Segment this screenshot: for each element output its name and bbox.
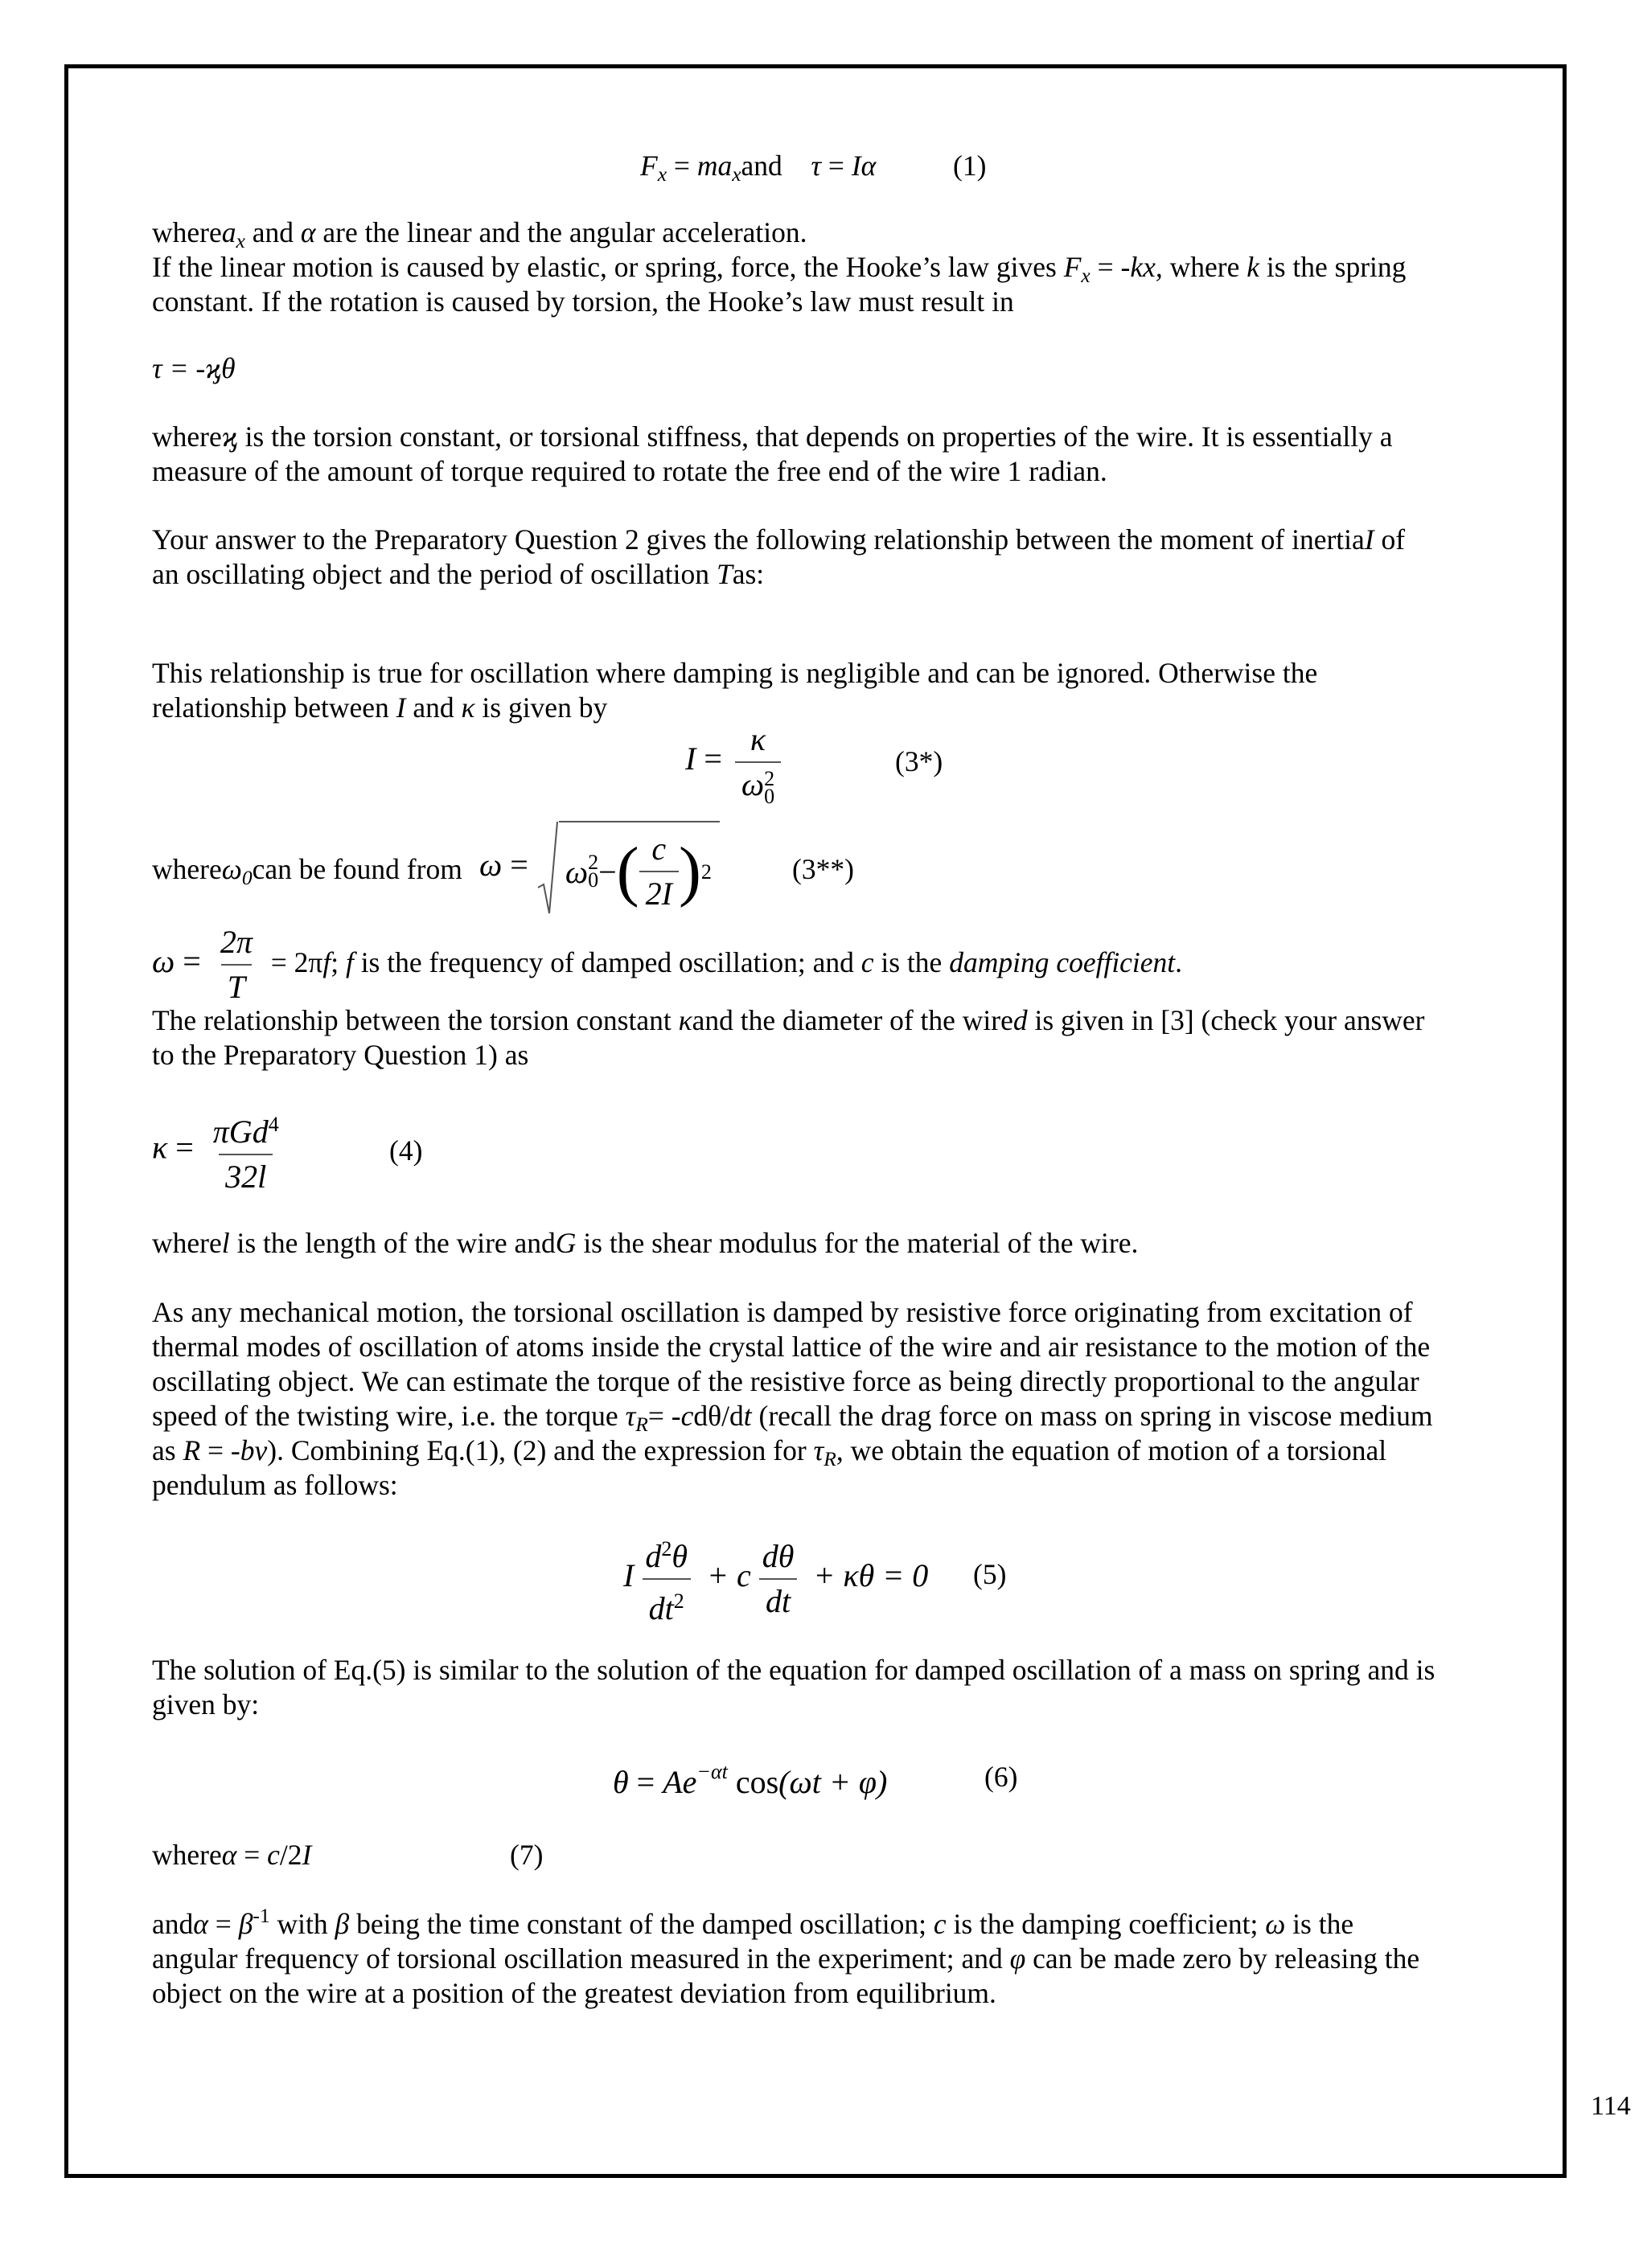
equation-6: $\theta = Ae^{-\alpha t}$ cos(ωt + φ) <box>613 1760 888 1800</box>
equation-1-number: (1) <box>953 150 987 182</box>
equation-4-number: (4) <box>389 1134 423 1167</box>
equation-angular-frequency: ω = $\frac{2\pi}{T}$ = 2πf; f is the frequency of damped oscillation; and c is the damping coefficient. <box>152 921 1182 1009</box>
equation-torsion-hooke: τ = -ϗθ <box>152 352 236 384</box>
equation-7: whereα = c/2I <box>152 1839 312 1871</box>
equation-3-star-number: (3*) <box>895 745 943 777</box>
equation-3-double-star-number: (3**) <box>792 853 854 885</box>
paragraph-damping-relationship: This relationship is true for oscillation where damping is negligible and can be ignored. Otherwise the relationship between I and κ is given by <box>152 657 1318 724</box>
paragraph-preparatory-2: Your answer to the Preparatory Question 2 gives the following relationship between the moment of inertiaI of an oscillating object and the period of oscillation Tas: <box>152 523 1406 590</box>
equation-5: I $\frac{d^2\theta}{dt^2}$ + c $\frac{d\theta}{dt}$ + κθ = 0 <box>623 1528 928 1630</box>
paragraph-accelerations: wherea$_x$ and α are the linear and the angular acceleration. If the linear motion is caused by elastic, or spring, force, the Hooke’s law gives $F_x = -kx$, where k is the spring constant. If the rotation is caused by torsion, the Hooke’s law must result in <box>152 216 1407 318</box>
paragraph-time-constant: $and\alpha = \beta^{-1}$ with β being the time constant of the damped oscillation; c is the damping coefficient; ω is the angular frequency of torsional oscillation measured in the experiment; and φ can be made zero by releasing the object on the wire at a position of the greatest deviation from equilibrium. <box>152 1903 1420 2009</box>
equation-3-double-star-prefix: whereω$_0$can be found from <box>152 853 462 890</box>
paragraph-torsion-constant: whereϗ is the torsion constant, or torsional stiffness, that depends on properties of the wire. It is essentially a measure of the amount of torque required to rotate the free end of the wire 1 radian. <box>152 420 1393 487</box>
equation-7-number: (7) <box>510 1839 544 1871</box>
paragraph-solution: The solution of Eq.(5) is similar to the solution of the equation for damped oscillation of a mass on spring and is given by: <box>152 1654 1435 1720</box>
equation-3-star: I = κ ω 2 0 <box>685 718 786 806</box>
paragraph-torsion-diameter: The relationship between the torsion constant κand the diameter of the wired is given in [3] (check your answer to the Preparatory Question 1) as <box>152 1004 1425 1071</box>
equation-3-double-star: ω = ω 2 0 − ( $\frac{c}{2I}$ ) 2 <box>479 820 720 917</box>
paragraph-damping-torque: As any mechanical motion, the torsional oscillation is damped by resistive force originating from excitation of thermal modes of oscillation of atoms inside the crystal lattice of the wire and air resistance to the motion of the oscillating object. We can estimate the torque of the resistive force as being directly proportional to the angular speed of the twisting wire, i.e. the torque $\tau_R= -cd\theta/dt$ (recall the drag force on mass on spring in viscose medium as R = -bv). Combining Eq.(1), (2) and the expression for $\tau_R$, we obtain the equation of motion of a torsional pendulum as follows: <box>152 1296 1433 1501</box>
equation-5-number: (5) <box>973 1558 1007 1590</box>
equation-4: κ = $\frac{\pi Gd^4}{32l}$ <box>152 1103 290 1199</box>
sqrt-sign <box>536 820 559 917</box>
equation-1: $F_x = ma_xand$ τ = Iα <box>640 150 877 187</box>
paragraph-shear-modulus: wherel is the length of the wire andG is the shear modulus for the material of the wire. <box>152 1227 1139 1259</box>
equation-6-number: (6) <box>984 1761 1018 1793</box>
page-number: 114 <box>1591 2091 1631 2121</box>
